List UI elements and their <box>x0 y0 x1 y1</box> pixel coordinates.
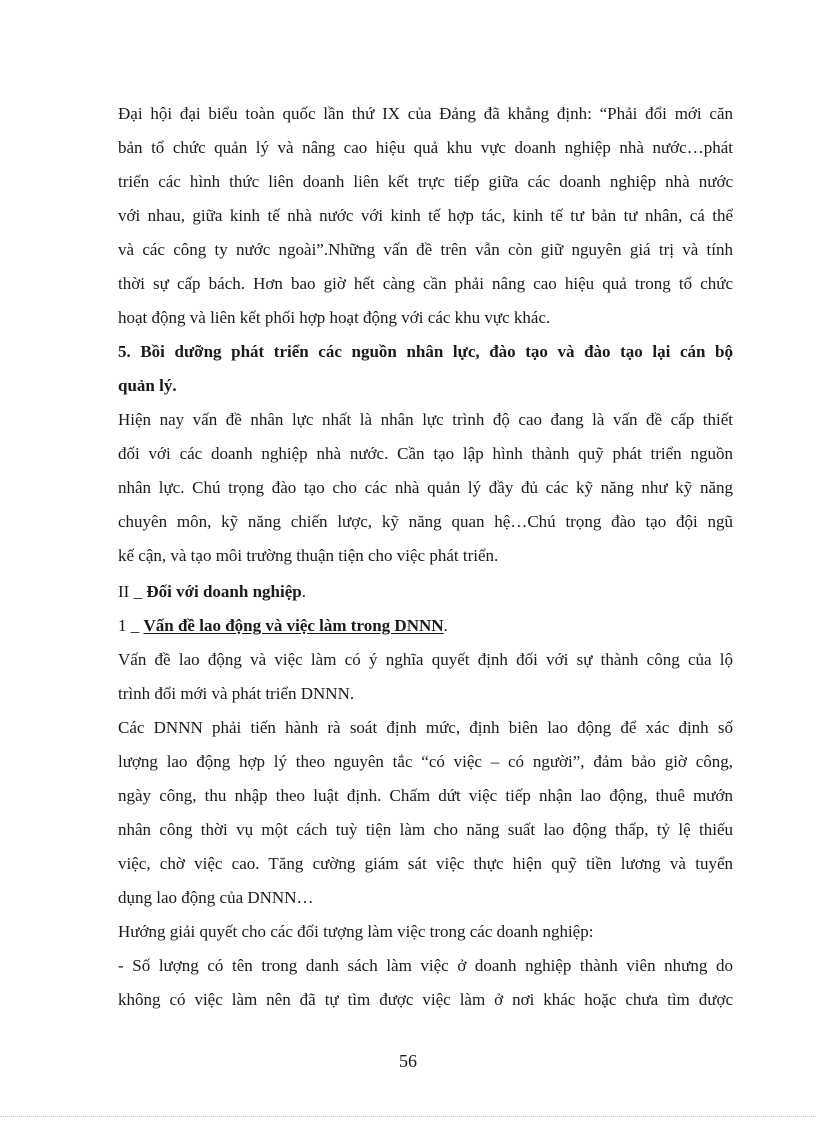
paragraph-4-line: dụng lao động của DNNN… <box>118 888 314 907</box>
paragraph-6-line: - Số lượng có tên trong danh sách làm việc ở doanh nghiệp thành viên nhưng do <box>118 956 733 975</box>
page-edge-divider <box>0 1116 816 1117</box>
paragraph-4-line: nhân công thời vụ một cách tuỳ tiện làm cho năng suất lao động thấp, tỷ lệ thiếu <box>118 820 733 839</box>
paragraph-1-line: triển các hình thức liên doanh liên kết trực tiếp giữa các doanh nghiệp nhà nước <box>118 172 733 191</box>
paragraph-2-line: kế cận, và tạo môi trường thuận tiện cho việc phát triển. <box>118 546 499 565</box>
section-II-prefix: II _ <box>118 582 147 601</box>
paragraph-6-line: không có việc làm nên đã tự tìm được việc làm ở nơi khác hoặc chưa tìm được <box>118 990 733 1009</box>
subsection-1-title: Vấn đề lao động và việc làm trong DNNN <box>143 616 444 635</box>
subsection-1-heading <box>118 615 733 637</box>
paragraph-5-line: Hướng giải quyết cho các đối tượng làm việc trong các doanh nghiệp: <box>118 922 594 941</box>
section-II-heading <box>118 581 733 603</box>
page-number: 56 <box>399 1051 417 1071</box>
paragraph-4-line: ngày công, thu nhập theo luật định. Chấm dứt việc tiếp nhận lao động, thuê mướn <box>118 786 733 805</box>
subsection-1-prefix: 1 _ <box>118 616 144 635</box>
paragraph-3-line: trình đổi mới và phát triển DNNN. <box>118 684 355 703</box>
section-II-title: Đối với doanh nghiệp <box>146 582 302 601</box>
paragraph-1-line: Đại hội đại biểu toàn quốc lần thứ IX của Đảng đã khẳng định: “Phải đổi mới căn <box>118 104 733 123</box>
paragraph-4-line: việc, chờ việc cao. Tăng cường giám sát việc thực hiện quỹ tiền lương và tuyển <box>118 854 733 873</box>
section-II-suffix: . <box>301 582 306 601</box>
paragraph-1-line: hoạt động và liên kết phối hợp hoạt động với các khu vực khác. <box>118 308 551 327</box>
paragraph-4-line: Các DNNN phải tiến hành rà soát định mức, định biên lao động để xác định số <box>118 718 733 737</box>
paragraph-4-line: lượng lao động hợp lý theo nguyên tắc “có việc – có người”, đảm bảo giờ công, <box>118 752 733 771</box>
paragraph-2-line: nhân lực. Chú trọng đào tạo cho các nhà quản lý đầy đủ các kỹ năng như kỹ năng <box>118 478 733 497</box>
section-heading-5-cont: quản lý. <box>118 376 177 395</box>
paragraph-1-line: bản tổ chức quản lý và nâng cao hiệu quả khu vực doanh nghiệp nhà nước…phát <box>118 138 733 157</box>
paragraph-2-line: đối với các doanh nghiệp nhà nước. Cần tạo lập hình thành quỹ phát triển nguồn <box>118 444 733 463</box>
paragraph-1-line: với nhau, giữa kinh tế nhà nước với kinh tế hợp tác, kinh tế tư bản tư nhân, cá thể <box>118 206 733 225</box>
section-heading-5: 5. Bồi dưỡng phát triển các nguồn nhân lực, đào tạo và đào tạo lại cán bộ <box>118 342 733 361</box>
paragraph-1-line: thời sự cấp bách. Hơn bao giờ hết càng cần phải nâng cao hiệu quả trong tổ chức <box>118 274 733 293</box>
paragraph-3-line: Vấn đề lao động và việc làm có ý nghĩa quyết định đối với sự thành công của lộ <box>118 650 733 669</box>
paragraph-1-line: và các công ty nước ngoài”.Những vấn đề trên vẫn còn giữ nguyên giá trị và tính <box>118 240 733 259</box>
subsection-1-suffix: . <box>443 616 448 635</box>
paragraph-2-line: Hiện nay vấn đề nhân lực nhất là nhân lực trình độ cao đang là vấn đề cấp thiết <box>118 410 733 429</box>
paragraph-2-line: chuyên môn, kỹ năng chiến lược, kỹ năng quan hệ…Chú trọng đào tạo đội ngũ <box>118 512 733 531</box>
